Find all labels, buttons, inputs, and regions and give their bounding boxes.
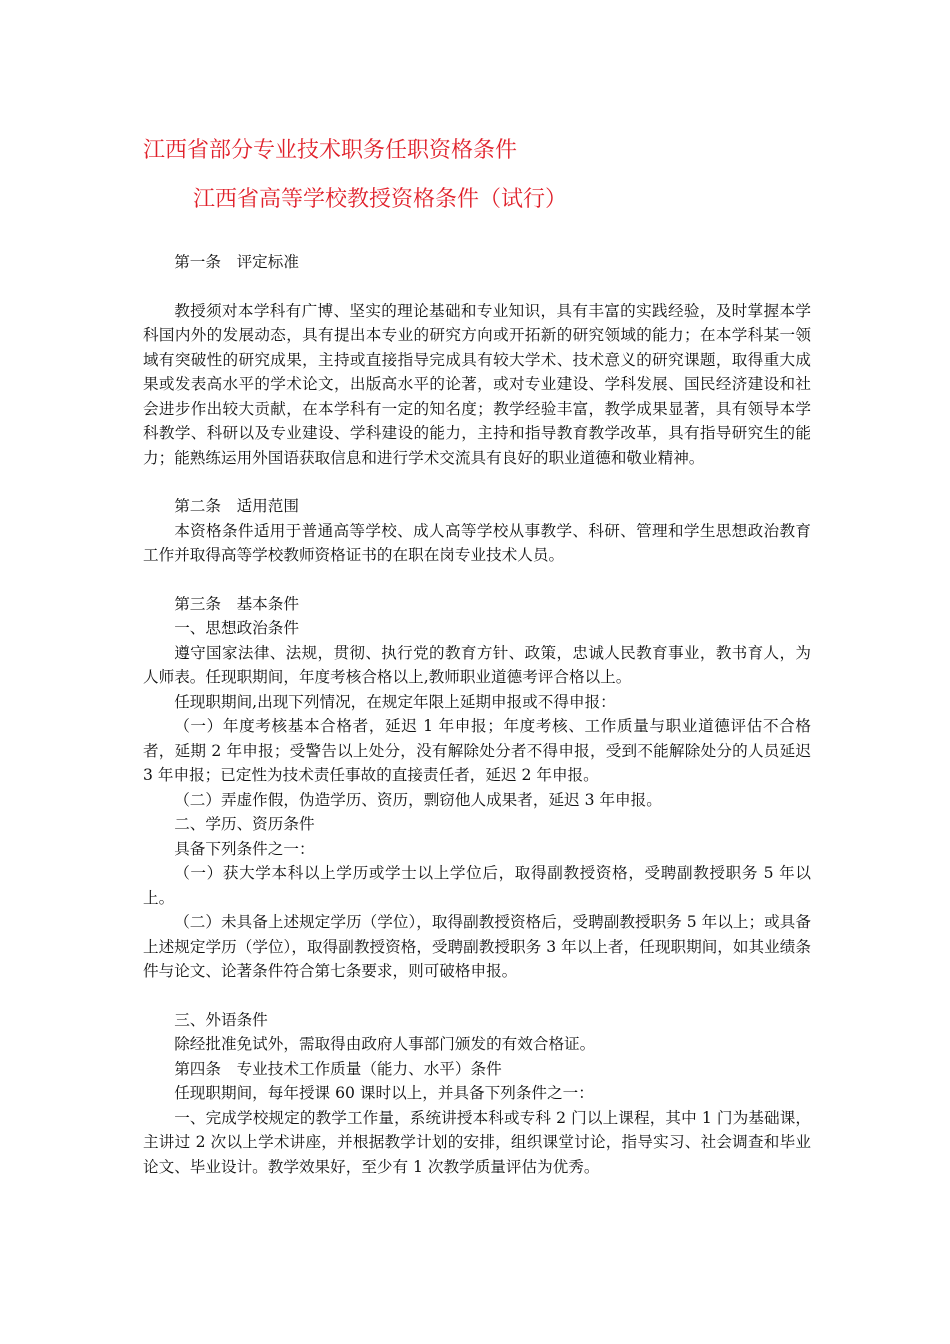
paragraph: 任现职期间，每年授课 60 课时以上，并具备下列条件之一： — [174, 1084, 594, 1102]
paragraph: 任现职期间,出现下列情况，在规定年限上延期申报或不得申报： — [174, 692, 616, 711]
paragraph: 遵守国家法律、法规，贯彻、执行党的教育方针、政策，忠诚人民教育事业，教书育人，为人师表。任现职期间，年度考核合格以上,教师职业道德考评合格以上。 — [143, 643, 811, 686]
article-3-heading: 第三条 基本条件 — [174, 594, 299, 613]
list-item: （一）获大学本科以上学历或学士以上学位后，取得副教授资格，受聘副教授职务 5 年以上。 — [143, 864, 811, 907]
article-1-heading: 第一条 评定标准 — [174, 253, 299, 271]
paragraph: 除经批准免试外，需取得由政府人事部门颁发的有效合格证。 — [174, 1035, 596, 1053]
list-item: （二）弄虚作假，伪造学历、资历，剽窃他人成果者，延迟 3 年申报。 — [174, 790, 662, 809]
section-heading: 一、思想政治条件 — [174, 619, 299, 637]
paragraph: 教授须对本学科有广博、坚实的理论基础和专业知识，具有丰富的实践经验，及时掌握本学科国内外的发展动态，具有提出本专业的研究方向或开拓新的研究领域的能力；在本学科某一领域有突破性的研究成果，主持或直接指导完成具有较大学术、技术意义的研究课题，取得重大成果或发表高水平的学术论文，出版高水平的论著，或对专业建设、学科发展、国民经济建设和社会进步作出较大贡献，在本学科有一定的知名度；教学经验丰富，教学成果显著，具有领导本学科教学、科研以及专业建设、学科建设的能力，主持和指导教育教学改革，具有指导研究生的能力；能熟练运用外国语获取信息和进行学术交流具有良好的职业道德和敬业精神。 — [143, 301, 811, 467]
section-heading: 三、外语条件 — [174, 1010, 268, 1029]
paragraph: 具备下列条件之一： — [174, 839, 315, 858]
list-item: 一、完成学校规定的教学工作量，系统讲授本科或专科 2 门以上课程，其中 1 门为基础课，主讲过 2 次以上学术讲座，并根据教学计划的安排，组织课堂讨论，指导实习、社会调查和毕业论文、毕业设计。教学效果好，至少有 1 次教学质量评估为优秀。 — [143, 1108, 811, 1176]
paragraph: 本资格条件适用于普通高等学校、成人高等学校从事教学、科研、管理和学生思想政治教育工作并取得高等学校教师资格证书的在职在岗专业技术人员。 — [143, 521, 811, 564]
article-2-heading: 第二条 适用范围 — [174, 497, 299, 515]
document-subtitle: 江西省高等学校教授资格条件（试行） — [193, 187, 568, 212]
section-heading: 二、学历、资历条件 — [174, 815, 315, 833]
document-title: 江西省部分专业技术职务任职资格条件 — [143, 138, 518, 163]
list-item: （二）未具备上述规定学历（学位），取得副教授资格后，受聘副教授职务 5 年以上；或具备上述规定学历（学位），取得副教授资格，受聘副教授职务 3 年以上者，任现职期间，如其业绩条件与论文、论著条件符合第七条要求，则可破格申报。 — [143, 913, 811, 980]
list-item: （一）年度考核基本合格者，延迟 1 年申报；年度考核、工作质量与职业道德评估不合格者，延期 2 年申报；受警告以上处分，没有解除处分者不得申报，受到不能解除处分的人员延迟 3 年申报；已定性为技术责任事故的直接责任者，延迟 2 年申报。 — [143, 717, 811, 784]
document-body — [143, 250, 811, 1179]
article-4-heading: 第四条 专业技术工作质量（能力、水平）条件 — [174, 1059, 502, 1078]
